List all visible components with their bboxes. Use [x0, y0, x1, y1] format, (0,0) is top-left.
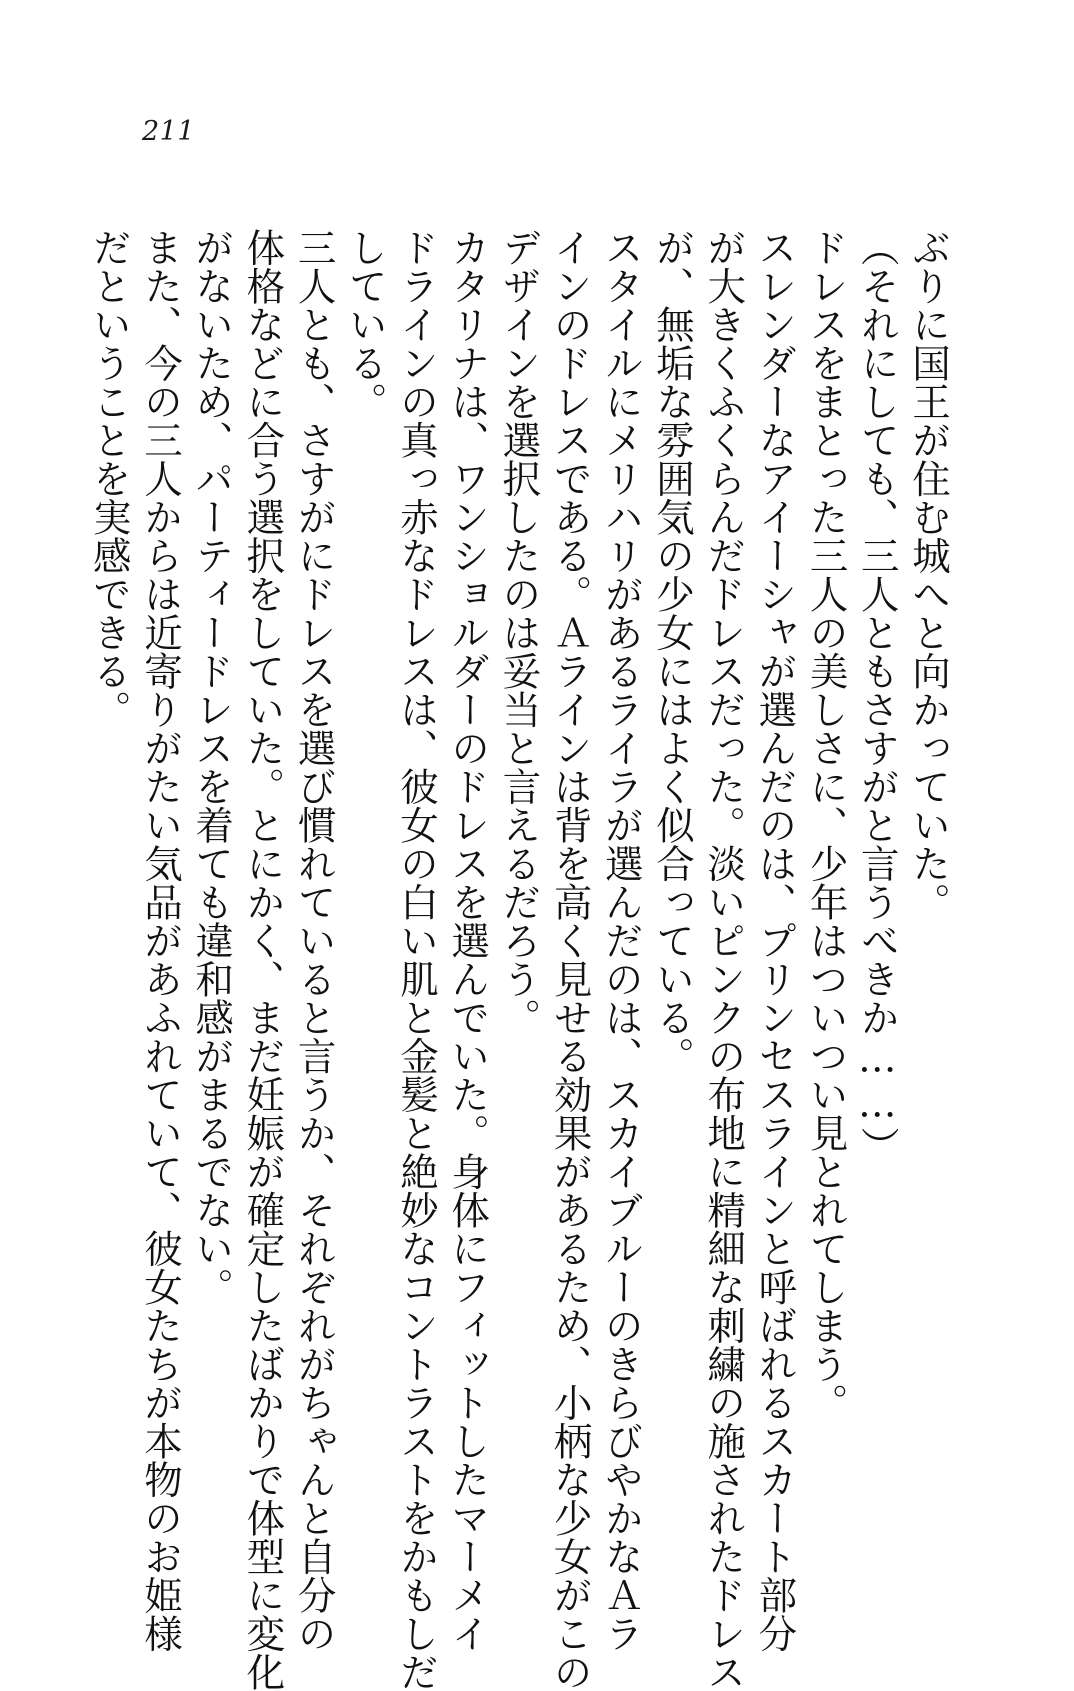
text-line: インのドレスである。Ａラインは背を高く見せる効果があるため、小柄な少女がこの	[547, 228, 593, 1691]
text-line: スレンダーなアイーシャが選んだのは、プリンセスラインと呼ばれるスカート部分	[752, 228, 798, 1653]
text-line: ドレスをまとった三人の美しさに、少年はついつい見とれてしまう。	[803, 228, 849, 1422]
text-line: カタリナは、ワンショルダーのドレスを選んでいた。身体にフィットしたマーメイ	[445, 228, 491, 1653]
text-line: が、無垢な雰囲気の少女にはよく似合っている。	[649, 228, 695, 1075]
text-line: ドラインの真っ赤なドレスは、彼女の白い肌と金髪と絶妙なコントラストをかもしだ	[393, 228, 439, 1691]
text-line: だということを実感できる。	[86, 228, 132, 729]
text-line: スタイルにメリハリがあるライラが選んだのは、スカイブルーのきらびやかなＡラ	[598, 228, 644, 1653]
text-line: している。	[342, 228, 388, 421]
text-line: デザインを選択したのは妥当と言えるだろう。	[496, 228, 542, 1037]
text-line: また、今の三人からは近寄りがたい気品があふれていて、彼女たちが本物のお姫様	[137, 228, 183, 1653]
text-line: がないため、パーティードレスを着ても違和感がまるでない。	[189, 228, 235, 1306]
text-line: 体格などに合う選択をしていた。とにかく、まだ妊娠が確定したばかりで体型に変化	[240, 228, 286, 1691]
text-line: ぶりに国王が住む城へと向かっていた。	[906, 228, 951, 921]
body-text	[84, 228, 954, 1691]
text-line: 三人とも、さすがにドレスを選び慣れていると言うか、それぞれがちゃんと自分の	[291, 228, 337, 1653]
text-line: が大きくふくらんだドレスだった。淡いピンクの布地に精細な刺繍の施されたドレス	[701, 228, 747, 1691]
text-line: （それにしても、三人ともさすがと言うべきか……）	[854, 228, 900, 1165]
page-number: 211	[142, 116, 196, 147]
